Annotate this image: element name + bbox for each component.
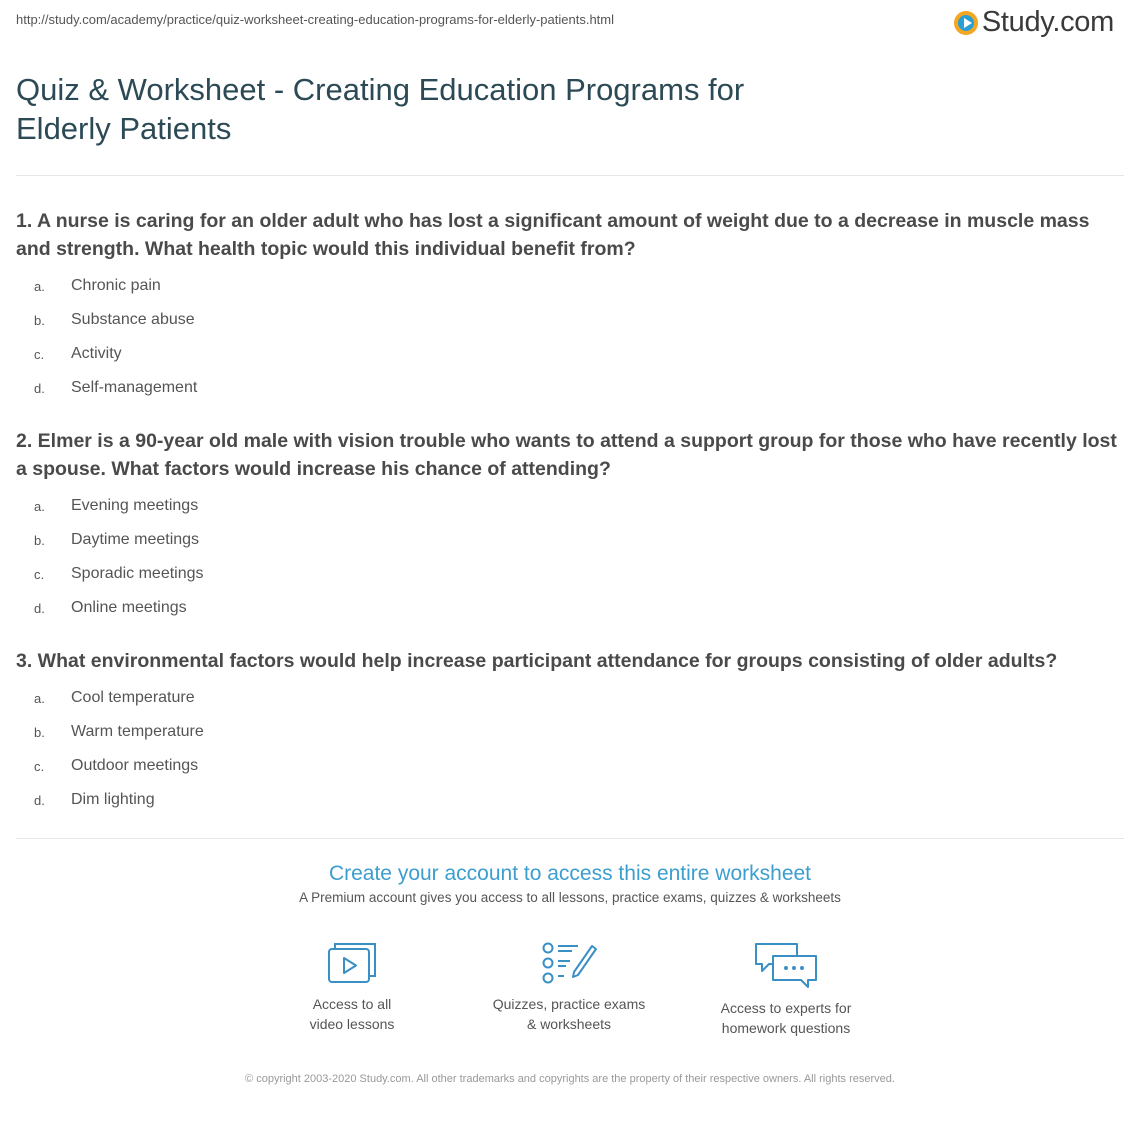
option-letter: c. bbox=[34, 758, 45, 774]
question-text: 3. What environmental factors would help increase participant attendance for groups consisting of older adults? bbox=[16, 650, 1058, 672]
feature-experts bbox=[686, 940, 886, 1038]
option-text: Substance abuse bbox=[71, 311, 195, 328]
feature-quizzes bbox=[469, 940, 669, 1034]
cta-subtitle: A Premium account gives you access to all lessons, practice exams, quizzes & worksheets bbox=[299, 890, 841, 905]
option-letter: b. bbox=[34, 724, 45, 740]
question-text: 2. Elmer is a 90-year old male with vision trouble who wants to attend a support group for those who have recently lost a spouse. What factors would increase his chance of attending? bbox=[16, 430, 1117, 480]
study-logo-icon bbox=[954, 11, 978, 35]
feature-video-lessons bbox=[252, 940, 452, 1034]
video-lesson-icon bbox=[326, 940, 378, 986]
top-bar bbox=[0, 0, 1140, 44]
divider bbox=[16, 838, 1124, 839]
answer-option[interactable] bbox=[16, 489, 1128, 523]
answer-option[interactable] bbox=[16, 269, 1128, 303]
question-1 bbox=[16, 207, 1128, 405]
create-account-link[interactable]: Create your account to access this entire worksheet bbox=[328, 862, 812, 885]
answer-option[interactable] bbox=[16, 523, 1128, 557]
option-text: Evening meetings bbox=[71, 497, 199, 514]
answer-option[interactable] bbox=[16, 591, 1128, 625]
feature-label: Access to all video lessons bbox=[309, 996, 395, 1032]
option-letter: d. bbox=[34, 380, 45, 396]
page-title: Quiz & Worksheet - Creating Education Programs for Elderly Patients bbox=[16, 72, 745, 146]
answer-options bbox=[16, 489, 1128, 625]
answer-option[interactable] bbox=[16, 303, 1128, 337]
study-logo[interactable] bbox=[954, 6, 1114, 39]
option-text: Dim lighting bbox=[71, 791, 155, 808]
option-letter: a. bbox=[34, 498, 45, 514]
option-text: Activity bbox=[71, 345, 122, 362]
option-letter: c. bbox=[34, 566, 45, 582]
option-text: Outdoor meetings bbox=[71, 757, 199, 774]
quiz-checklist-icon bbox=[540, 940, 598, 986]
divider bbox=[16, 175, 1124, 176]
page-url: http://study.com/academy/practice/quiz-worksheet-creating-education-programs-for-elderly-patients.html bbox=[16, 12, 615, 27]
answer-options bbox=[16, 269, 1128, 405]
option-letter: a. bbox=[34, 278, 45, 294]
option-text: Cool temperature bbox=[71, 689, 195, 706]
premium-features bbox=[0, 940, 1140, 1050]
chat-bubbles-icon bbox=[753, 940, 819, 990]
answer-option[interactable] bbox=[16, 749, 1128, 783]
question-2 bbox=[16, 427, 1128, 625]
signup-cta bbox=[0, 860, 1140, 905]
option-letter: b. bbox=[34, 312, 45, 328]
answer-option[interactable] bbox=[16, 337, 1128, 371]
answer-option[interactable] bbox=[16, 681, 1128, 715]
option-letter: a. bbox=[34, 690, 45, 706]
study-logo-text: Study.com bbox=[981, 6, 1114, 38]
answer-option[interactable] bbox=[16, 783, 1128, 817]
answer-option[interactable] bbox=[16, 715, 1128, 749]
option-text: Chronic pain bbox=[71, 277, 161, 294]
question-text: 1. A nurse is caring for an older adult who has lost a significant amount of weight due to a decrease in muscle mass and strength. What health topic would this individual benefit from? bbox=[16, 210, 1090, 260]
option-text: Sporadic meetings bbox=[71, 565, 204, 582]
question-3 bbox=[16, 647, 1128, 817]
option-letter: d. bbox=[34, 600, 45, 616]
answer-option[interactable] bbox=[16, 371, 1128, 405]
option-letter: b. bbox=[34, 532, 45, 548]
option-letter: d. bbox=[34, 792, 45, 808]
option-text: Daytime meetings bbox=[71, 531, 200, 548]
option-text: Self-management bbox=[71, 379, 198, 396]
answer-options bbox=[16, 681, 1128, 817]
feature-label: Quizzes, practice exams & worksheets bbox=[492, 996, 646, 1032]
answer-option[interactable] bbox=[16, 557, 1128, 591]
option-letter: c. bbox=[34, 346, 45, 362]
feature-label: Access to experts for homework questions bbox=[720, 1000, 852, 1036]
option-text: Warm temperature bbox=[71, 723, 204, 740]
option-text: Online meetings bbox=[71, 599, 187, 616]
copyright-text: © copyright 2003-2020 Study.com. All other trademarks and copyrights are the property of their respective owners. All rights reserved. bbox=[245, 1073, 895, 1085]
